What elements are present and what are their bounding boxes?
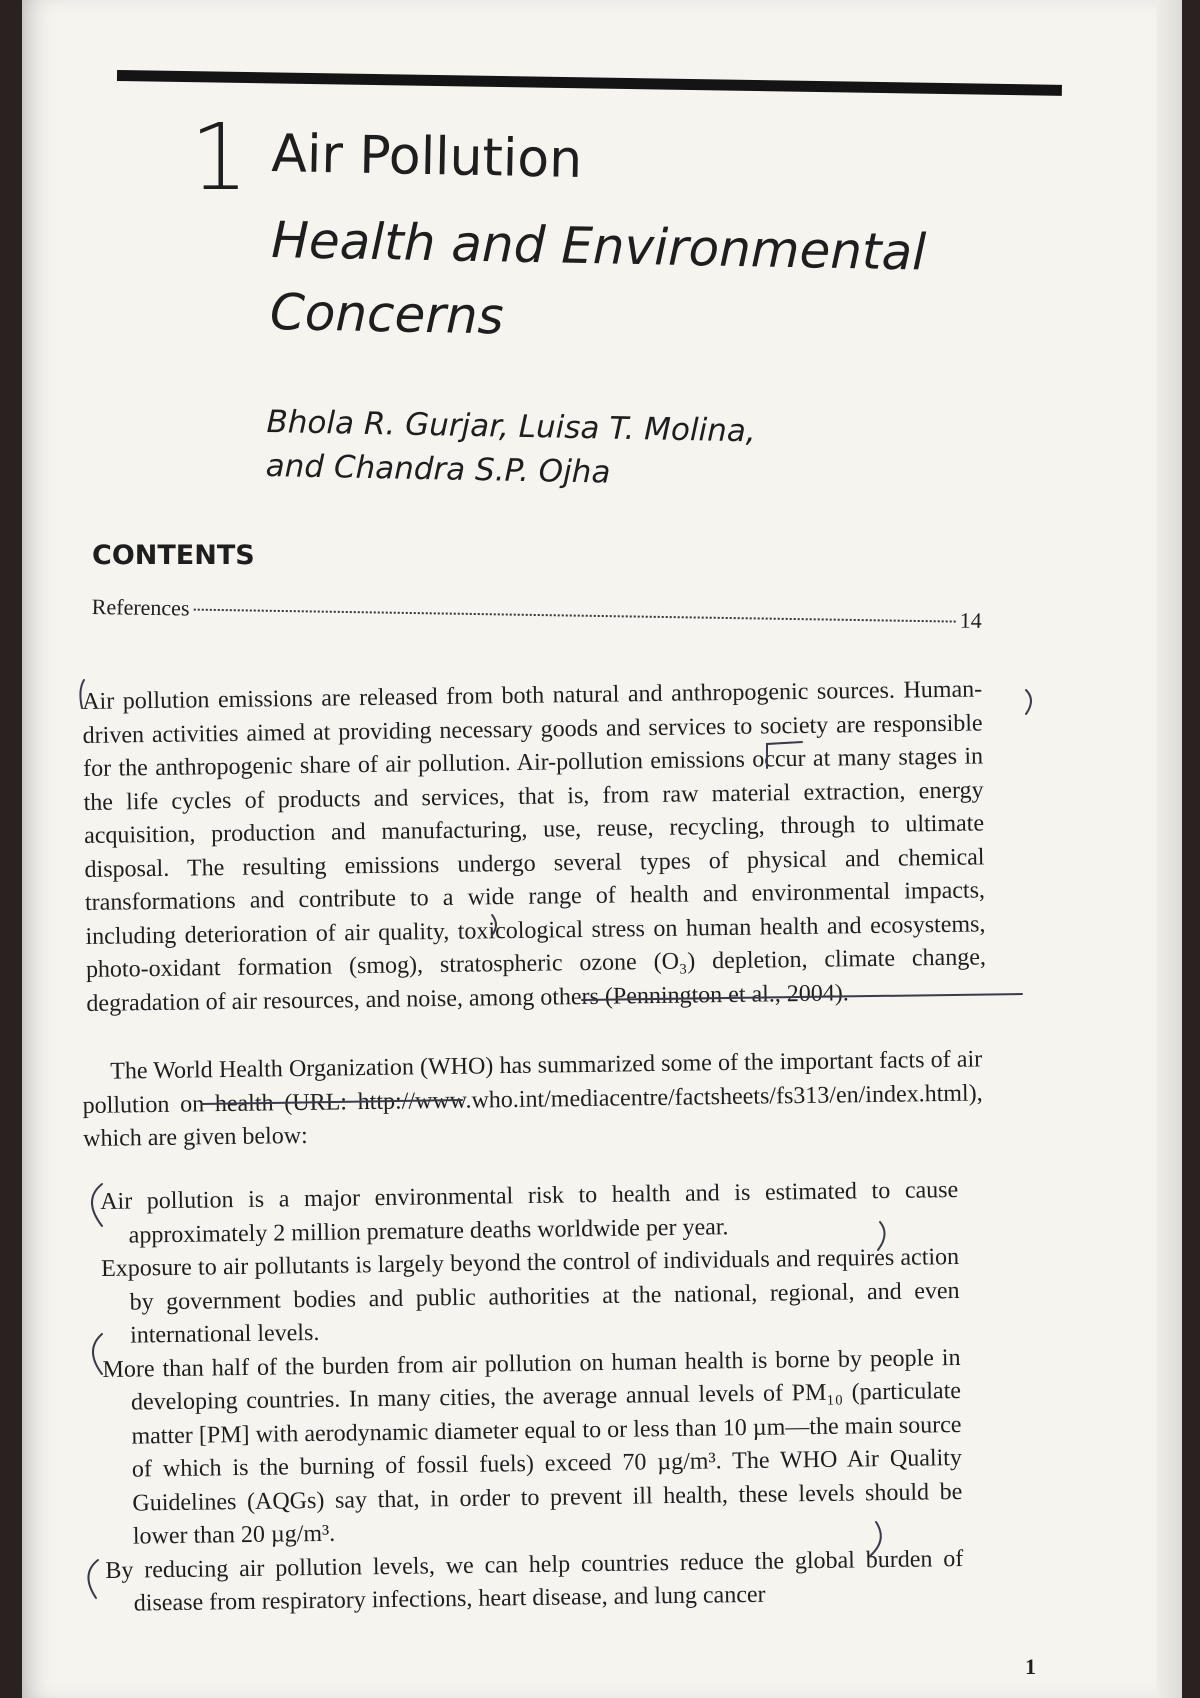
author-line: Bhola R. Gurjar, Luisa T. Molina, [266, 403, 757, 450]
chapter-title: Air Pollution [270, 124, 583, 190]
fact-item: By reducing air pollution levels, we can help countries reduce the global burden of disease from respiratory infections, heart disease, and lung cancer [105, 1545, 964, 1617]
toc-entry-label: References [91, 594, 190, 621]
fact-item: Air pollution is a major environmental risk to health and is estimated to cause approximately 2 million premature deaths worldwide per year. [100, 1177, 959, 1249]
book-page [22, 0, 1182, 1698]
body-paragraph [82, 1043, 983, 1156]
pen-bracket-mark [1026, 690, 1031, 714]
fact-list [100, 1174, 964, 1621]
toc-entry [92, 594, 982, 634]
chapter-rule [117, 70, 1062, 96]
page-number: 1 [1025, 1654, 1036, 1679]
toc-dot-leader [193, 609, 955, 623]
paragraph-text: Air pollution emissions are released from both natural and anthropogenic sources. Human-driven activities aimed at providing necessary goods and services to society are responsible for the anthropogenic share of air pollution. Air-pollution emissions occur at many stages in the life cycles of products and services, that is, from raw material extraction, energy acquisition, production and manufacturing, use, reuse, recycling, through to ultimate disposal. The resulting emissions undergo several types of physical and chemical transformations and contribute to a wide range of health and environmental impacts, including deterioration of air quality, toxicological stress on human health and ecosystems, photo-oxidant formation (smog), stratospheric ozone (O₃) depletion, climate change, degradation of air resources, and noise, among others (Pennington et al., 2004). [82, 676, 987, 1017]
body-paragraph [82, 673, 987, 1021]
fact-item: More than half of the burden from air pollution on human health is borne by people in developing countries. In many cities, the average annual levels of PM₁₀ (particulate matter [PM] with aerodynamic diameter equal to or less than 10 µm—the main source of which is the burning of fossil fuels) exceed 70 µg/m³. The WHO Air Quality Guidelines (AQGs) say that, in order to prevent ill health, these levels should be lower than 20 µg/m³. [102, 1344, 963, 1550]
pen-bracket-mark [93, 1334, 102, 1374]
toc-entry-page: 14 [959, 607, 982, 633]
page-edge [1156, 0, 1182, 1698]
chapter-number: 1 [190, 104, 249, 211]
author-list [265, 400, 867, 500]
pen-bracket-mark [88, 1560, 98, 1598]
fact-item: Exposure to air pollutants is largely beyond the control of individuals and requires action by government bodies and public authorities at the national, regional, and even international levels. [100, 1244, 960, 1349]
chapter-subtitle: Health and Environmental Concerns [269, 210, 927, 346]
paragraph-text: The World Health Organization (WHO) has summarized some of the important facts of air pollution on health (URL: http://www.who.int/mediacentre/factsheets/fs313/en/index.html), which are given below: [82, 1046, 983, 1152]
contents-heading: CONTENTS [92, 540, 255, 571]
author-line: and Chandra S.P. Ojha [265, 447, 611, 491]
